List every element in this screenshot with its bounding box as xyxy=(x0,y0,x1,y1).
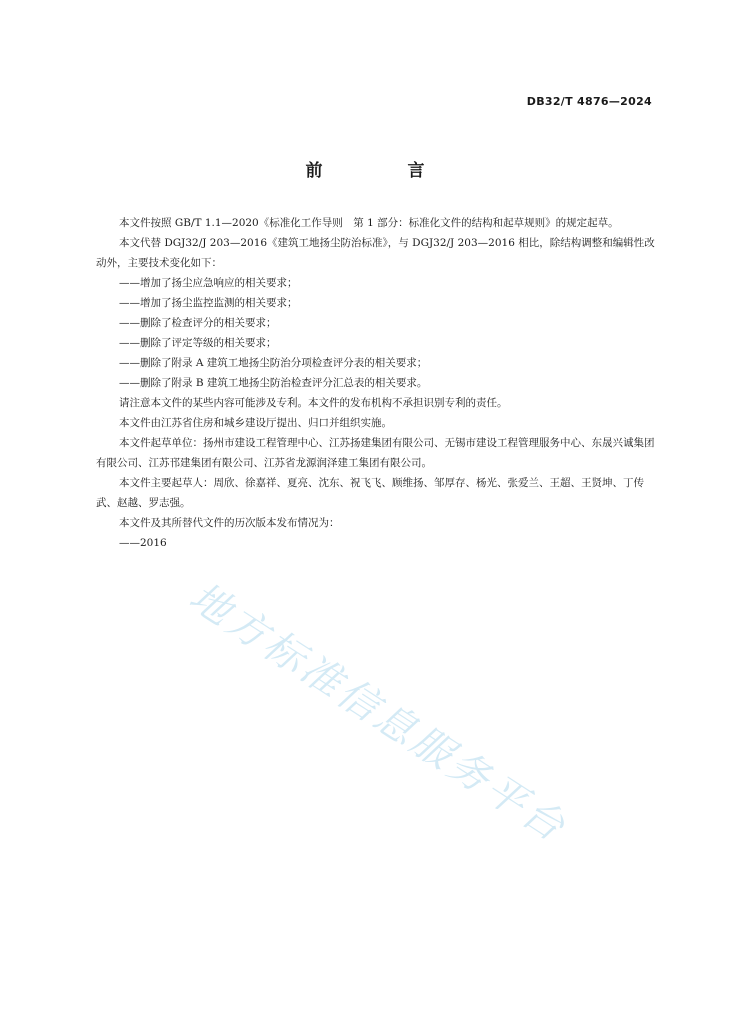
paragraph-replacement: 本文代替 DGJ32/J 203—2016《建筑工地扬尘防治标准》，与 DGJ32/J 203—2016 相比，除结构调整和编辑性改动外，主要技术变化如下： xyxy=(96,237,655,269)
paragraph-patent-notice: 请注意本文件的某些内容可能涉及专利。本文件的发布机构不承担识别专利的责任。 xyxy=(119,397,508,409)
standard-code: DB32/T 4876—2024 xyxy=(526,95,652,108)
paragraph-drafters: 本文件主要起草人：周欣、徐嘉祥、夏亮、沈东、祝飞飞、顾维扬、邹厚存、杨光、张爱兰、王超、王贤坤、丁传武、赵越、罗志强。 xyxy=(96,477,644,509)
paragraph-version-history: 本文件及其所替代文件的历次版本发布情况为： xyxy=(119,517,340,529)
list-item: ——2016 xyxy=(119,537,167,549)
watermark: 地方标准信息服务平台 xyxy=(181,573,576,853)
page-title: 前 言 xyxy=(305,161,459,181)
list-item: ——增加了扬尘监控监测的相关要求； xyxy=(119,297,298,309)
document-body xyxy=(96,213,662,553)
list-item: ——删除了评定等级的相关要求； xyxy=(119,337,277,349)
list-item: ——删除了附录 B 建筑工地扬尘防治检查评分汇总表的相关要求。 xyxy=(119,377,428,389)
paragraph-proposer: 本文件由江苏省住房和城乡建设厅提出、归口并组织实施。 xyxy=(119,417,392,429)
paragraph-drafting-units: 本文件起草单位：扬州市建设工程管理中心、江苏扬建集团有限公司、无锡市建设工程管理服务中心、东晟兴诚集团有限公司、江苏邗建集团有限公司、江苏省龙源润泽建工集团有限公司。 xyxy=(96,437,655,469)
list-item: ——删除了检查评分的相关要求； xyxy=(119,317,277,329)
list-item: ——增加了扬尘应急响应的相关要求； xyxy=(119,277,298,289)
paragraph-drafting-basis: 本文件按照 GB/T 1.1—2020《标准化工作导则 第 1 部分：标准化文件的结构和起草规则》的规定起草。 xyxy=(119,217,619,229)
list-item: ——删除了附录 A 建筑工地扬尘防治分项检查评分表的相关要求； xyxy=(119,357,428,369)
